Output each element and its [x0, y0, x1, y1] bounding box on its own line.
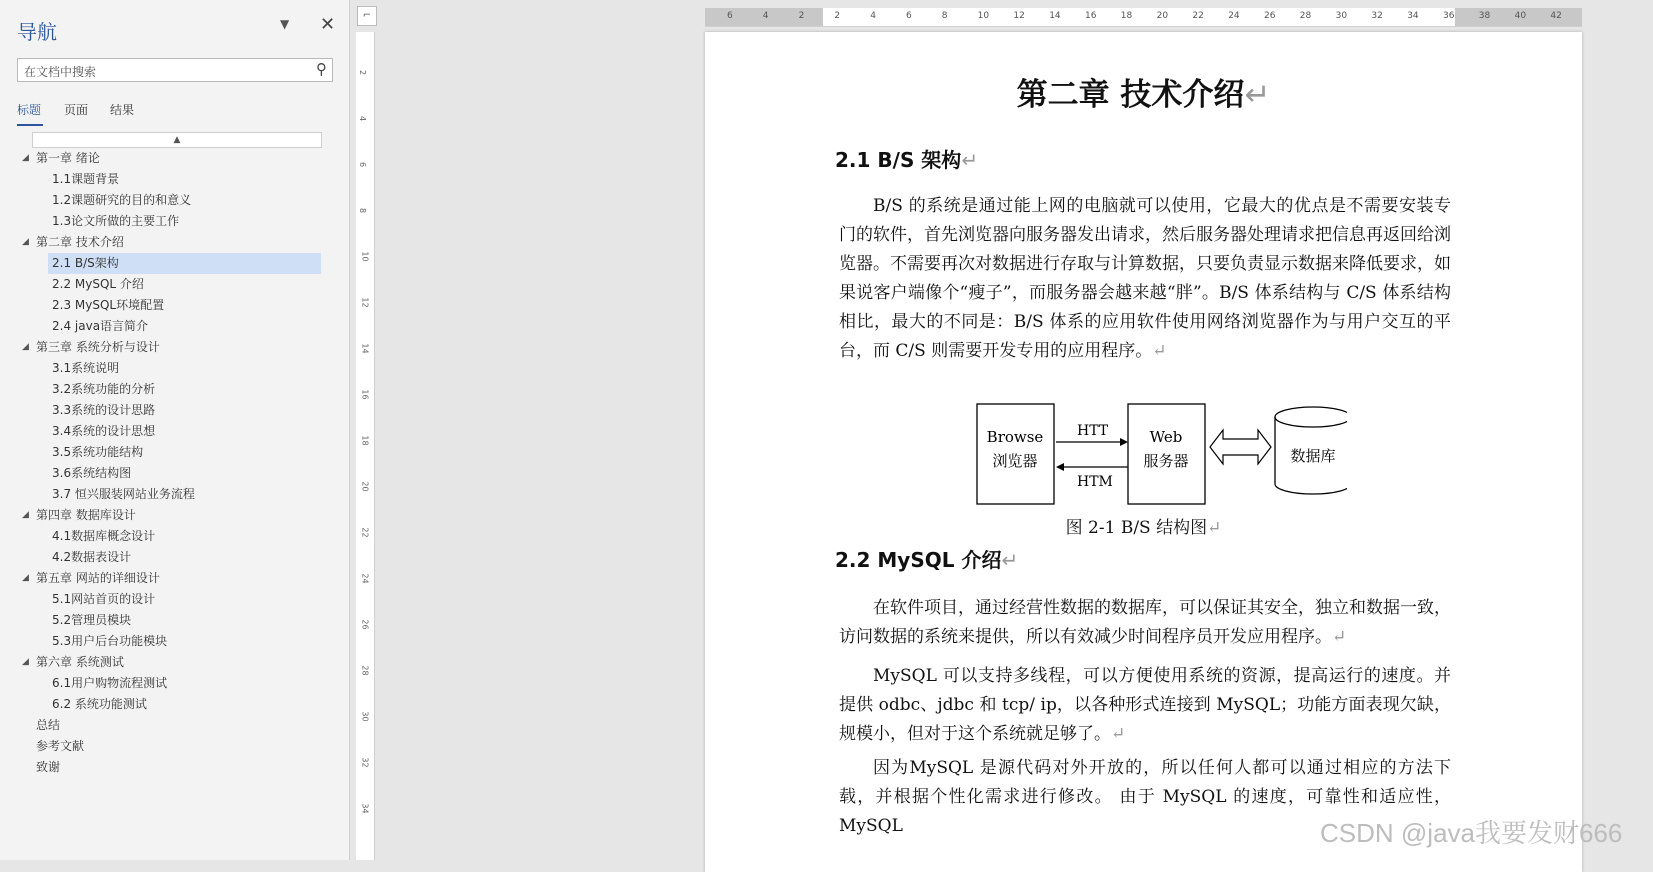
paragraph-mark-icon: ↵	[1332, 627, 1347, 647]
tree-item[interactable]	[0, 631, 340, 652]
web-label-line1: Web	[1149, 428, 1183, 446]
tree-item-label: 6.2 系统功能测试	[52, 697, 147, 711]
tree-item[interactable]	[0, 673, 340, 694]
ruler-tick-label: 18	[1120, 11, 1133, 21]
tree-item-label: 参考文献	[36, 739, 85, 753]
tab-selector-button[interactable]: ⌐	[357, 6, 377, 26]
tree-chapter-item[interactable]	[0, 652, 340, 673]
paragraph-mysql-1: 在软件项目，通过经营性数据的数据库，可以保证其安全，独立和数据一致，访问数据的系统来提供，所以有效减少时间程序员开发应用程序。↵	[839, 598, 1451, 647]
tree-item[interactable]	[0, 610, 340, 631]
ruler-tick-label: 4	[870, 11, 876, 21]
tree-chapter-item[interactable]	[0, 568, 340, 589]
ruler-tick-label: 4	[358, 115, 368, 122]
navigation-pane	[0, 0, 350, 860]
section-heading-bs: 2.1 B/S 架构↵	[835, 148, 979, 172]
web-label-line2: 服务器	[1143, 452, 1189, 470]
database-top	[1275, 407, 1347, 427]
database-label: 数据库	[1290, 447, 1336, 465]
tree-item-label: 2.2 MySQL 介绍	[52, 277, 144, 291]
tree-chapter-item[interactable]	[0, 232, 340, 253]
ruler-tick-label: 28	[360, 665, 370, 676]
tree-item[interactable]	[0, 169, 340, 190]
tree-chapter-item[interactable]	[0, 148, 340, 169]
paragraph-mark-icon: ↵	[1152, 341, 1167, 361]
tree-item-label: 2.4 java语言简介	[52, 319, 149, 333]
vertical-ruler[interactable]	[356, 32, 375, 860]
ruler-tick-label: 18	[360, 435, 370, 446]
search-input[interactable]	[17, 58, 333, 82]
ruler-tick-label: 30	[360, 711, 370, 722]
ruler-tick-label: 32	[360, 757, 370, 768]
ruler-tick-label: 16	[360, 389, 370, 400]
tree-item-label: 4.2数据表设计	[52, 550, 132, 564]
ruler-tick-label: 24	[1228, 11, 1240, 21]
paragraph-bs: B/S 的系统是通过能上网的电脑就可以使用，它最大的优点是不需要安装专门的软件，首先浏览器向服务器发出请求，然后服务器处理请求把信息再返回给浏览器。不需要再次对数据进行存取与计算数据，只要负责显示数据来降低要求，如果说客户端像个“瘦子”，而服务器会越来越“胖”。B/S 体系结构与 C/S 体系结构相比，最大的不同是：B/S 体系的应用软件使用网络浏览器作为与用户交互的平台，而 C/S 则需要开发专用的应用程序。↵	[839, 196, 1451, 361]
ruler-tick-label: 6	[906, 11, 912, 21]
tree-item-label: 3.2系统功能的分析	[52, 382, 156, 396]
tree-item[interactable]	[0, 589, 340, 610]
ruler-tick-label: 20	[1156, 11, 1169, 21]
tree-item-label: 第二章 技术介绍	[36, 235, 124, 249]
close-icon[interactable]: ✕	[320, 14, 336, 35]
ruler-tick-label: 6	[358, 161, 368, 168]
bs-architecture-diagram	[967, 392, 1347, 507]
tree-item-label: 2.1 B/S架构	[52, 256, 119, 270]
tree-item-label: 1.1课题背景	[52, 172, 120, 186]
ruler-tick-label: 40	[1514, 11, 1527, 21]
ruler-tick-label: 34	[360, 803, 370, 814]
tree-item-label: 4.1数据库概念设计	[52, 529, 156, 543]
tree-item[interactable]	[0, 463, 340, 484]
tree-item[interactable]	[0, 442, 340, 463]
ruler-tick-label: 30	[1335, 11, 1348, 21]
horizontal-ruler[interactable]	[705, 8, 1582, 27]
tree-item[interactable]	[0, 757, 340, 778]
tree-item-label: 1.2课题研究的目的和意义	[52, 193, 192, 207]
paragraph-mark-icon: ↵	[1244, 77, 1271, 113]
tree-item[interactable]	[0, 547, 340, 568]
tree-item-label: 第五章 网站的详细设计	[36, 571, 160, 585]
tree-item[interactable]	[0, 694, 340, 715]
request-arrowhead	[1120, 438, 1128, 446]
tree-item[interactable]	[0, 736, 340, 757]
scroll-up-button[interactable]: ▲	[32, 132, 322, 148]
paragraph-mark-icon: ↵	[1207, 518, 1222, 538]
chapter-title: 第二章 技术介绍↵	[1016, 77, 1271, 113]
tree-item-label: 总结	[36, 718, 61, 732]
response-label: HTM	[1077, 474, 1113, 490]
search-placeholder: 在文档中搜索	[24, 65, 97, 79]
tree-item-label: 3.5系统功能结构	[52, 445, 144, 459]
paragraph-mysql-3: 因为MySQL 是源代码对外开放的，所以任何人都可以通过相应的方法下载，并根据个性化需求进行修改。 由于 MySQL 的速度，可靠性和适应性，MySQL	[839, 758, 1451, 836]
tree-chapter-item[interactable]	[0, 505, 340, 526]
ruler-tick-label: 10	[360, 251, 370, 262]
ruler-tick-label: 8	[358, 207, 368, 214]
tree-chapter-item[interactable]	[0, 337, 340, 358]
tree-item[interactable]	[0, 190, 340, 211]
tree-item-label: 第一章 绪论	[36, 151, 100, 165]
tab-headings[interactable]: 标题	[17, 103, 42, 117]
browser-label-line2: 浏览器	[992, 452, 1038, 470]
section-heading-mysql: 2.2 MySQL 介绍↵	[835, 548, 1019, 572]
tree-item-label: 1.3论文所做的主要工作	[52, 214, 180, 228]
heading-tree	[0, 148, 340, 778]
response-arrowhead	[1056, 463, 1064, 471]
tree-item-label: 3.4系统的设计思想	[52, 424, 156, 438]
ruler-tick-label: 38	[1478, 11, 1491, 21]
tree-item-label: 5.2管理员模块	[52, 613, 132, 627]
tree-item[interactable]	[0, 421, 340, 442]
ruler-tick-label: 14	[1049, 11, 1061, 21]
paragraph-mark-icon: ↵	[1001, 548, 1019, 572]
ruler-tick-label: 26	[360, 619, 370, 630]
tree-item[interactable]	[0, 358, 340, 379]
tree-item-label: 2.3 MySQL环境配置	[52, 298, 165, 312]
expand-triangle-icon[interactable]: ◢	[22, 237, 29, 247]
paragraph-mark-icon: ↵	[961, 148, 979, 172]
tree-item[interactable]	[0, 484, 340, 505]
paragraph-mysql-2: MySQL 可以支持多线程，可以方便使用系统的资源，提高运行的速度。并提供 odbc、jdbc 和 tcp/ ip，以各种形式连接到 MySQL；功能方面表现欠缺，规模小，但对于这个系统就足够了。↵	[839, 666, 1451, 744]
tab-results[interactable]: 结果	[110, 103, 135, 117]
ruler-tick-label: 42	[1550, 11, 1562, 21]
expand-triangle-icon[interactable]: ◢	[22, 657, 29, 667]
tree-item[interactable]	[0, 274, 340, 295]
ruler-tick-label: 14	[360, 343, 370, 354]
ruler-tick-label: 22	[360, 527, 370, 538]
ruler-tick-label: 24	[360, 573, 370, 584]
browser-label-line1: Browse	[986, 428, 1044, 446]
nav-title: 导航	[17, 20, 57, 44]
ruler-tick-label: 36	[1443, 11, 1455, 21]
tree-item-label: 5.3用户后台功能模块	[52, 634, 168, 648]
tree-item-label: 5.1网站首页的设计	[52, 592, 156, 606]
active-tab-indicator	[17, 124, 43, 126]
figure-caption: 图 2-1 B/S 结构图↵	[1065, 518, 1222, 538]
ruler-tick-label: 6	[727, 11, 733, 21]
tree-item-label: 3.6系统结构图	[52, 466, 132, 480]
expand-triangle-icon[interactable]: ◢	[22, 573, 29, 583]
ruler-tick-label: 2	[798, 11, 805, 21]
tree-item[interactable]	[0, 715, 340, 736]
ruler-tick-label: 10	[977, 11, 990, 21]
ruler-tick-label: 26	[1264, 11, 1276, 21]
ruler-tick-label: 34	[1407, 11, 1419, 21]
document-page[interactable]	[705, 32, 1582, 872]
ruler-tick-label: 2	[834, 11, 841, 21]
paragraph-mark-icon: ↵	[1111, 724, 1126, 744]
tree-item[interactable]	[0, 211, 340, 232]
tree-item-label: 6.1用户购物流程测试	[52, 676, 168, 690]
tree-item-label: 第四章 数据库设计	[36, 508, 136, 522]
ruler-tick-label: 4	[762, 11, 769, 21]
tree-item[interactable]	[0, 253, 340, 274]
watermark: CSDN @java我要发财666	[1320, 818, 1623, 848]
expand-triangle-icon[interactable]: ◢	[22, 510, 29, 520]
tree-item-label: 第三章 系统分析与设计	[36, 340, 160, 354]
search-icon[interactable]: ⚲	[316, 60, 327, 78]
tree-item-label: 第六章 系统测试	[36, 655, 124, 669]
tree-item-label: 3.1系统说明	[52, 361, 120, 375]
ruler-tick-label: 8	[941, 11, 948, 21]
tree-item[interactable]	[0, 400, 340, 421]
double-arrow	[1210, 430, 1271, 464]
tree-item-label: 3.3系统的设计思路	[52, 403, 156, 417]
ruler-tick-label: 20	[360, 481, 370, 492]
tree-item[interactable]	[0, 316, 340, 337]
nav-options-chevron-icon[interactable]: ▼	[280, 17, 290, 31]
ruler-tick-label: 28	[1299, 11, 1312, 21]
request-label: HTT	[1077, 423, 1109, 439]
expand-triangle-icon[interactable]: ◢	[22, 342, 29, 352]
ruler-tick-label: 32	[1371, 11, 1383, 21]
expand-triangle-icon[interactable]: ◢	[22, 153, 29, 163]
tree-item[interactable]	[0, 526, 340, 547]
tree-item[interactable]	[0, 379, 340, 400]
tab-pages[interactable]: 页面	[64, 103, 89, 117]
tree-item-label: 致谢	[36, 760, 61, 774]
ruler-tick-label: 12	[360, 297, 370, 308]
ruler-tick-label: 12	[1013, 11, 1025, 21]
ruler-tick-label: 22	[1192, 11, 1204, 21]
tree-item-label: 3.7 恒兴服装网站业务流程	[52, 487, 195, 501]
tree-item[interactable]	[0, 295, 340, 316]
ruler-tick-label: 2	[358, 69, 368, 76]
ruler-tick-label: 16	[1085, 11, 1097, 21]
